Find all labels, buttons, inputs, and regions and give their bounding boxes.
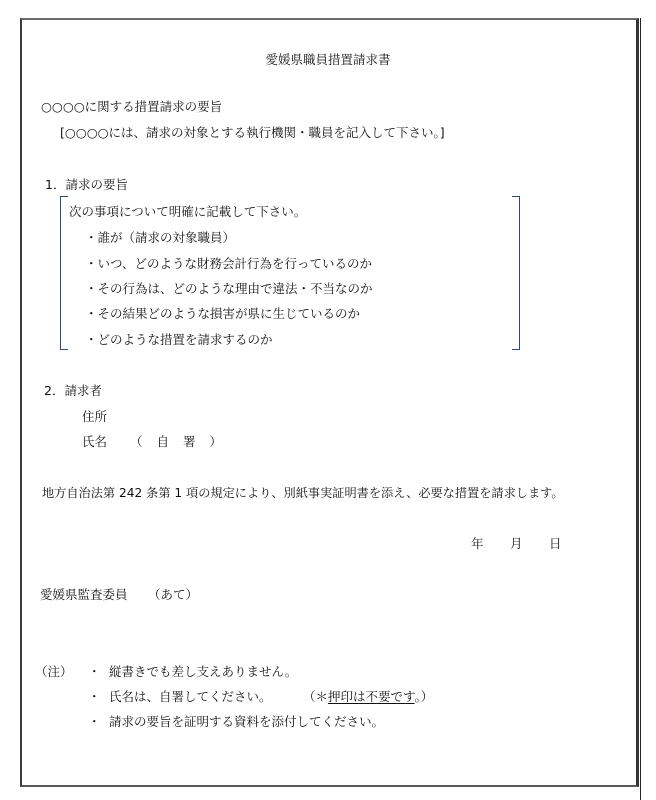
- request-statement: 地方自治法第 242 条第 1 項の規定により、別紙事実証明書を添え、必要な措置を請求します。: [42, 486, 564, 500]
- section1-intro: 次の事項について明確に記載して下さい。: [69, 204, 307, 219]
- section1-item: ・その結果どのような損害が県に生じているのか: [85, 306, 361, 321]
- bracket-left: [60, 196, 68, 350]
- section2-heading: 2．請求者: [44, 383, 102, 398]
- right-edge-rule: [640, 18, 641, 800]
- address-label: 住所: [82, 409, 108, 424]
- document-title: 愛媛県職員措置請求書: [265, 52, 391, 67]
- addressee-suffix: （あて）: [148, 587, 199, 602]
- notes-label: （注）: [35, 664, 73, 679]
- section1-item: ・その行為は、どのような理由で違法・不当なのか: [85, 281, 373, 296]
- note-bullet: ・: [88, 714, 101, 729]
- note-bullet: ・: [88, 664, 101, 679]
- section1-item: ・いつ、どのような財務会計行為を行っているのか: [85, 256, 373, 271]
- note-aside: [303, 689, 433, 705]
- note-item: 縦書きでも差し支えありません。: [109, 664, 298, 679]
- date-year-label: 年: [471, 536, 484, 551]
- section1-item: ・どのような措置を請求するのか: [85, 332, 273, 347]
- date-month-label: 月: [510, 536, 523, 551]
- note-item: 氏名は、自署してください。: [109, 689, 272, 704]
- addressee: 愛媛県監査委員: [40, 587, 128, 602]
- date-day-label: 日: [549, 536, 562, 551]
- subject-heading: ○○○○に関する措置請求の要旨: [41, 99, 223, 114]
- name-label: 氏名: [82, 434, 108, 449]
- signature-note: （ 自 署 ）: [130, 434, 227, 449]
- subject-instruction: [○○○○には、請求の対象とする執行機関・職員を記入して下さい。]: [60, 125, 445, 140]
- note-item: 請求の要旨を証明する資料を添付してください。: [109, 714, 385, 729]
- bracket-right: [512, 196, 520, 350]
- note-aside-open: （＊: [303, 689, 329, 704]
- no-seal-required-text: 押印は不要です: [328, 689, 415, 704]
- note-bullet: ・: [88, 689, 101, 704]
- section1-item: ・誰が（請求の対象職員）: [85, 230, 236, 245]
- note-aside-close: 。）: [414, 689, 434, 704]
- section1-heading: 1．請求の要旨: [45, 177, 128, 192]
